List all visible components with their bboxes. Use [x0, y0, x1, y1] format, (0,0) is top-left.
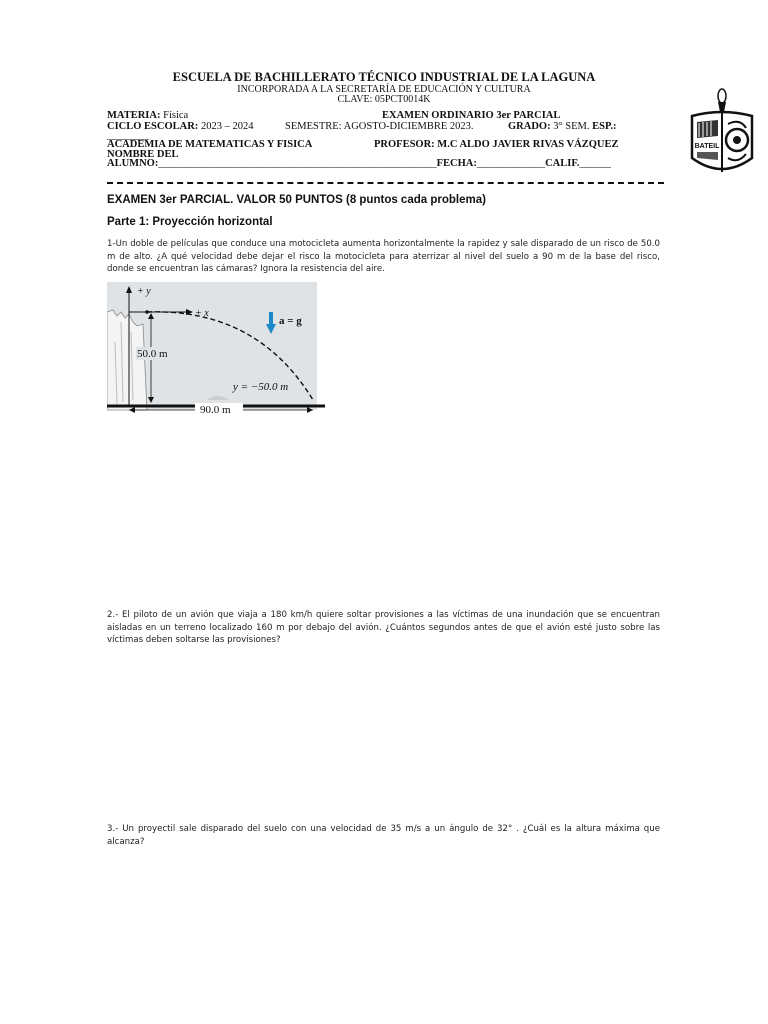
- subject-line: [107, 110, 188, 121]
- name-label: NOMBRE DEL: [107, 149, 179, 160]
- semester-label: SEMESTRE:: [285, 121, 342, 132]
- student-line: [107, 158, 611, 169]
- section-divider: [107, 182, 664, 184]
- school-name: ESCUELA DE BACHILLERATO TÉCNICO INDUSTRIAL DE LA LAGUNA: [172, 70, 596, 84]
- incorporation-line: INCORPORADA A LA SECRETARÍA DE EDUCACIÓN Y CULTURA: [237, 84, 531, 95]
- problem-3-text: 3.- Un proyectil sale disparado del suelo con una velocidad de 35 m/s a un ángulo de 32° . ¿Cuál es la altura máxima que alcanza?: [107, 824, 660, 847]
- subject-value: Física: [163, 110, 189, 121]
- projectile-figure: [107, 282, 325, 414]
- height-label: 50.0 m: [137, 348, 168, 360]
- specialty-label: ESP.:: [592, 121, 617, 132]
- problem-2-text: 2.- El piloto de un avión que viaja a 180 km/h quiere soltar provisiones a las víctimas de una inundación que se encuentran aisladas en un terreno localizado 160 m por debajo del avión. ¿Cuántos segundos antes de que el avión esté justo sobre las víctimas deben soltarse las provisiones?: [107, 610, 660, 645]
- school-crest-icon: [688, 88, 756, 178]
- semester-value: AGOSTO-DICIEMBRE 2023.: [343, 121, 474, 132]
- grade-value: 3° SEM.: [553, 121, 590, 132]
- grade-score-blank[interactable]: ______: [579, 158, 611, 169]
- academy: ACADEMIA DE MATEMATICAS Y FISICA: [107, 139, 313, 150]
- y-axis-label: + y: [137, 286, 151, 297]
- subject-label: MATERIA:: [107, 110, 161, 121]
- problem-1-text: 1-Un doble de películas que conduce una motocicleta aumenta horizontalmente la rapidez y sale disparado de un risco de 50.0 m de alto. ¿A qué velocidad debe dejar el risco la motocicleta para aterrizar al nivel del suelo a 90 m de la base del risco, donde se encuentran las cámaras? Ignora la resistencia del aire.: [107, 239, 660, 274]
- student-blank[interactable]: _____________________________________________________: [158, 158, 437, 169]
- grade-score-label: CALIF.: [545, 158, 580, 169]
- date-label: FECHA:: [436, 158, 477, 169]
- school-logo: [688, 88, 756, 178]
- school-code: CLAVE: 05PCT0014K: [337, 94, 431, 105]
- professor: PROFESOR: M.C ALDO JAVIER RIVAS VÁZQUEZ: [374, 139, 619, 150]
- x-axis-label: + x: [195, 308, 209, 319]
- landing-label: y = −50.0 m: [233, 381, 289, 393]
- semester-line: [285, 121, 474, 132]
- specialty-blank[interactable]: ________: [107, 130, 149, 141]
- acceleration-label: a = g: [279, 315, 302, 327]
- distance-label: 90.0 m: [200, 404, 231, 414]
- grade-line: [508, 121, 617, 132]
- student-label: ALUMNO:: [107, 158, 159, 169]
- cycle-value: 2023 – 2024: [200, 121, 254, 132]
- part1-title: Parte 1: Proyección horizontal: [107, 216, 273, 228]
- date-blank[interactable]: _____________: [476, 158, 546, 169]
- grade-label: GRADO:: [508, 121, 551, 132]
- exam-title: EXAMEN 3er PARCIAL. VALOR 50 PUNTOS (8 puntos cada problema): [107, 194, 486, 206]
- logo-text: BATEIL: [694, 143, 720, 150]
- exam-type: EXAMEN ORDINARIO 3er PARCIAL: [382, 110, 561, 121]
- cycle-label: CICLO ESCOLAR:: [107, 121, 199, 132]
